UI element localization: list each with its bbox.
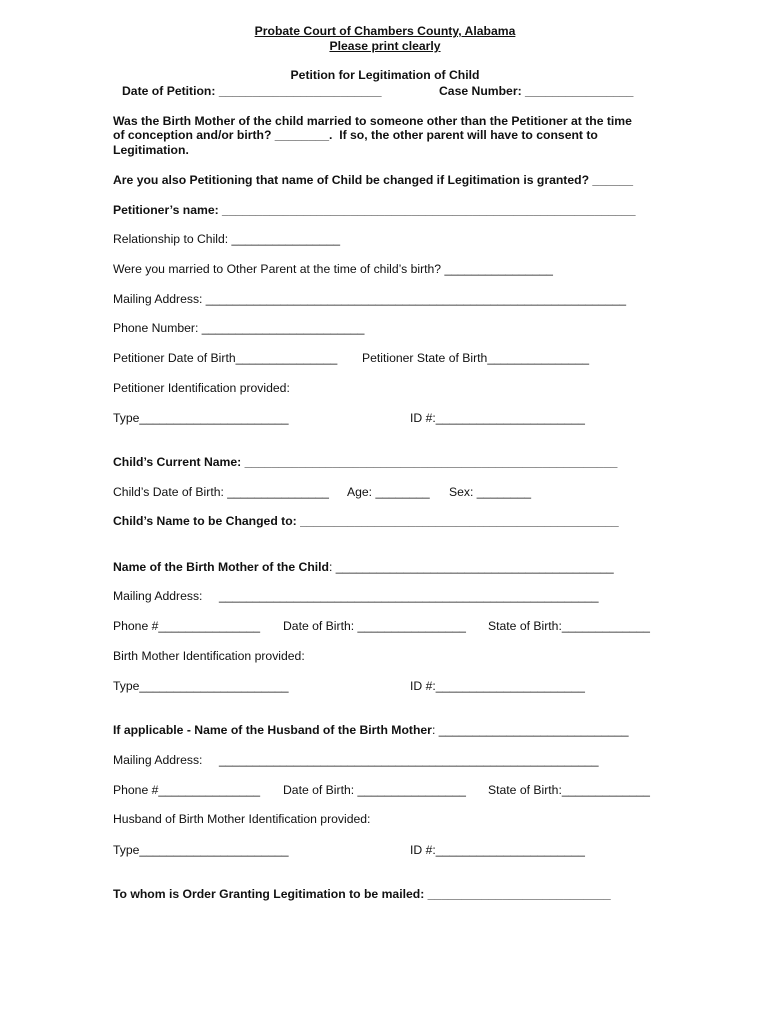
married-question-line3: Legitimation. <box>113 143 189 157</box>
husband-dob-field[interactable]: Date of Birth: ________________ <box>283 783 466 797</box>
birth-mother-id-number-field[interactable]: ID #:______________________ <box>410 679 585 693</box>
husband-mailing-label: Mailing Address: <box>113 753 203 767</box>
husband-id-number-field[interactable]: ID #:______________________ <box>410 843 585 857</box>
husband-name-field[interactable] <box>113 723 629 738</box>
name-change-question[interactable]: Are you also Petitioning that name of Child be changed if Legitimation is granted? ______ <box>113 173 634 187</box>
birth-mother-name-label: Name of the Birth Mother of the Child <box>113 560 329 574</box>
child-new-name-field[interactable]: Child’s Name to be Changed to: _______________________________________________ <box>113 514 619 528</box>
birth-mother-mailing-label: Mailing Address: <box>113 589 203 603</box>
print-instruction: Please print clearly <box>329 39 441 53</box>
court-title: Probate Court of Chambers County, Alabama <box>254 24 516 38</box>
husband-state-field[interactable]: State of Birth:_____________ <box>488 783 650 797</box>
birth-mother-dob-field[interactable]: Date of Birth: ________________ <box>283 619 466 633</box>
petitioner-dob-field[interactable]: Petitioner Date of Birth_______________ <box>113 351 338 365</box>
husband-id-label: Husband of Birth Mother Identification provided: <box>113 812 371 826</box>
husband-mailing-field[interactable]: ________________________________________________________ <box>219 753 599 767</box>
child-dob-field[interactable]: Child’s Date of Birth: _______________ <box>113 485 329 499</box>
married-at-birth-field[interactable]: Were you married to Other Parent at the time of child’s birth? ________________ <box>113 262 553 276</box>
child-sex-field[interactable]: Sex: ________ <box>449 485 531 499</box>
child-current-name-field[interactable]: Child’s Current Name: _______________________________________________________ <box>113 455 618 469</box>
child-age-field[interactable]: Age: ________ <box>347 485 430 499</box>
order-mailing-field[interactable]: To whom is Order Granting Legitimation to be mailed: ___________________________ <box>113 887 611 901</box>
petitioner-phone-field[interactable]: Phone Number: ________________________ <box>113 321 365 335</box>
husband-name-label: If applicable - Name of the Husband of the Birth Mother <box>113 723 432 737</box>
married-question-line1: Was the Birth Mother of the child married to someone other than the Petitioner at the time <box>113 114 632 128</box>
relationship-field[interactable]: Relationship to Child: ________________ <box>113 232 341 246</box>
petitioner-name-field[interactable]: Petitioner’s name: _____________________________________________________________ <box>113 203 636 217</box>
birth-mother-name-blank[interactable]: : _________________________________________ <box>328 560 614 574</box>
husband-id-type-field[interactable]: Type______________________ <box>113 843 289 857</box>
petitioner-id-number-field[interactable]: ID #:______________________ <box>410 411 585 425</box>
married-question-line2[interactable]: of conception and/or birth? ________. If so, the other parent will have to consent to <box>113 128 598 142</box>
birth-mother-id-type-field[interactable]: Type______________________ <box>113 679 289 693</box>
petitioner-state-of-birth-field[interactable]: Petitioner State of Birth_______________ <box>362 351 589 365</box>
husband-phone-field[interactable]: Phone #_______________ <box>113 783 261 797</box>
husband-name-blank[interactable]: : ____________________________ <box>431 723 629 737</box>
form-title: Petition for Legitimation of Child <box>290 68 480 82</box>
birth-mother-id-label: Birth Mother Identification provided: <box>113 649 305 663</box>
birth-mother-mailing-field[interactable]: ________________________________________________________ <box>219 589 599 603</box>
petitioner-id-label: Petitioner Identification provided: <box>113 381 290 395</box>
date-of-petition-field[interactable]: Date of Petition: ________________________ <box>122 84 382 98</box>
birth-mother-name-field[interactable] <box>113 560 614 575</box>
case-number-field[interactable]: Case Number: ________________ <box>439 84 634 98</box>
birth-mother-state-field[interactable]: State of Birth:_____________ <box>488 619 650 633</box>
birth-mother-phone-field[interactable]: Phone #_______________ <box>113 619 261 633</box>
petitioner-mailing-address-field[interactable]: Mailing Address: ______________________________________________________________ <box>113 292 627 306</box>
petitioner-id-type-field[interactable]: Type______________________ <box>113 411 289 425</box>
